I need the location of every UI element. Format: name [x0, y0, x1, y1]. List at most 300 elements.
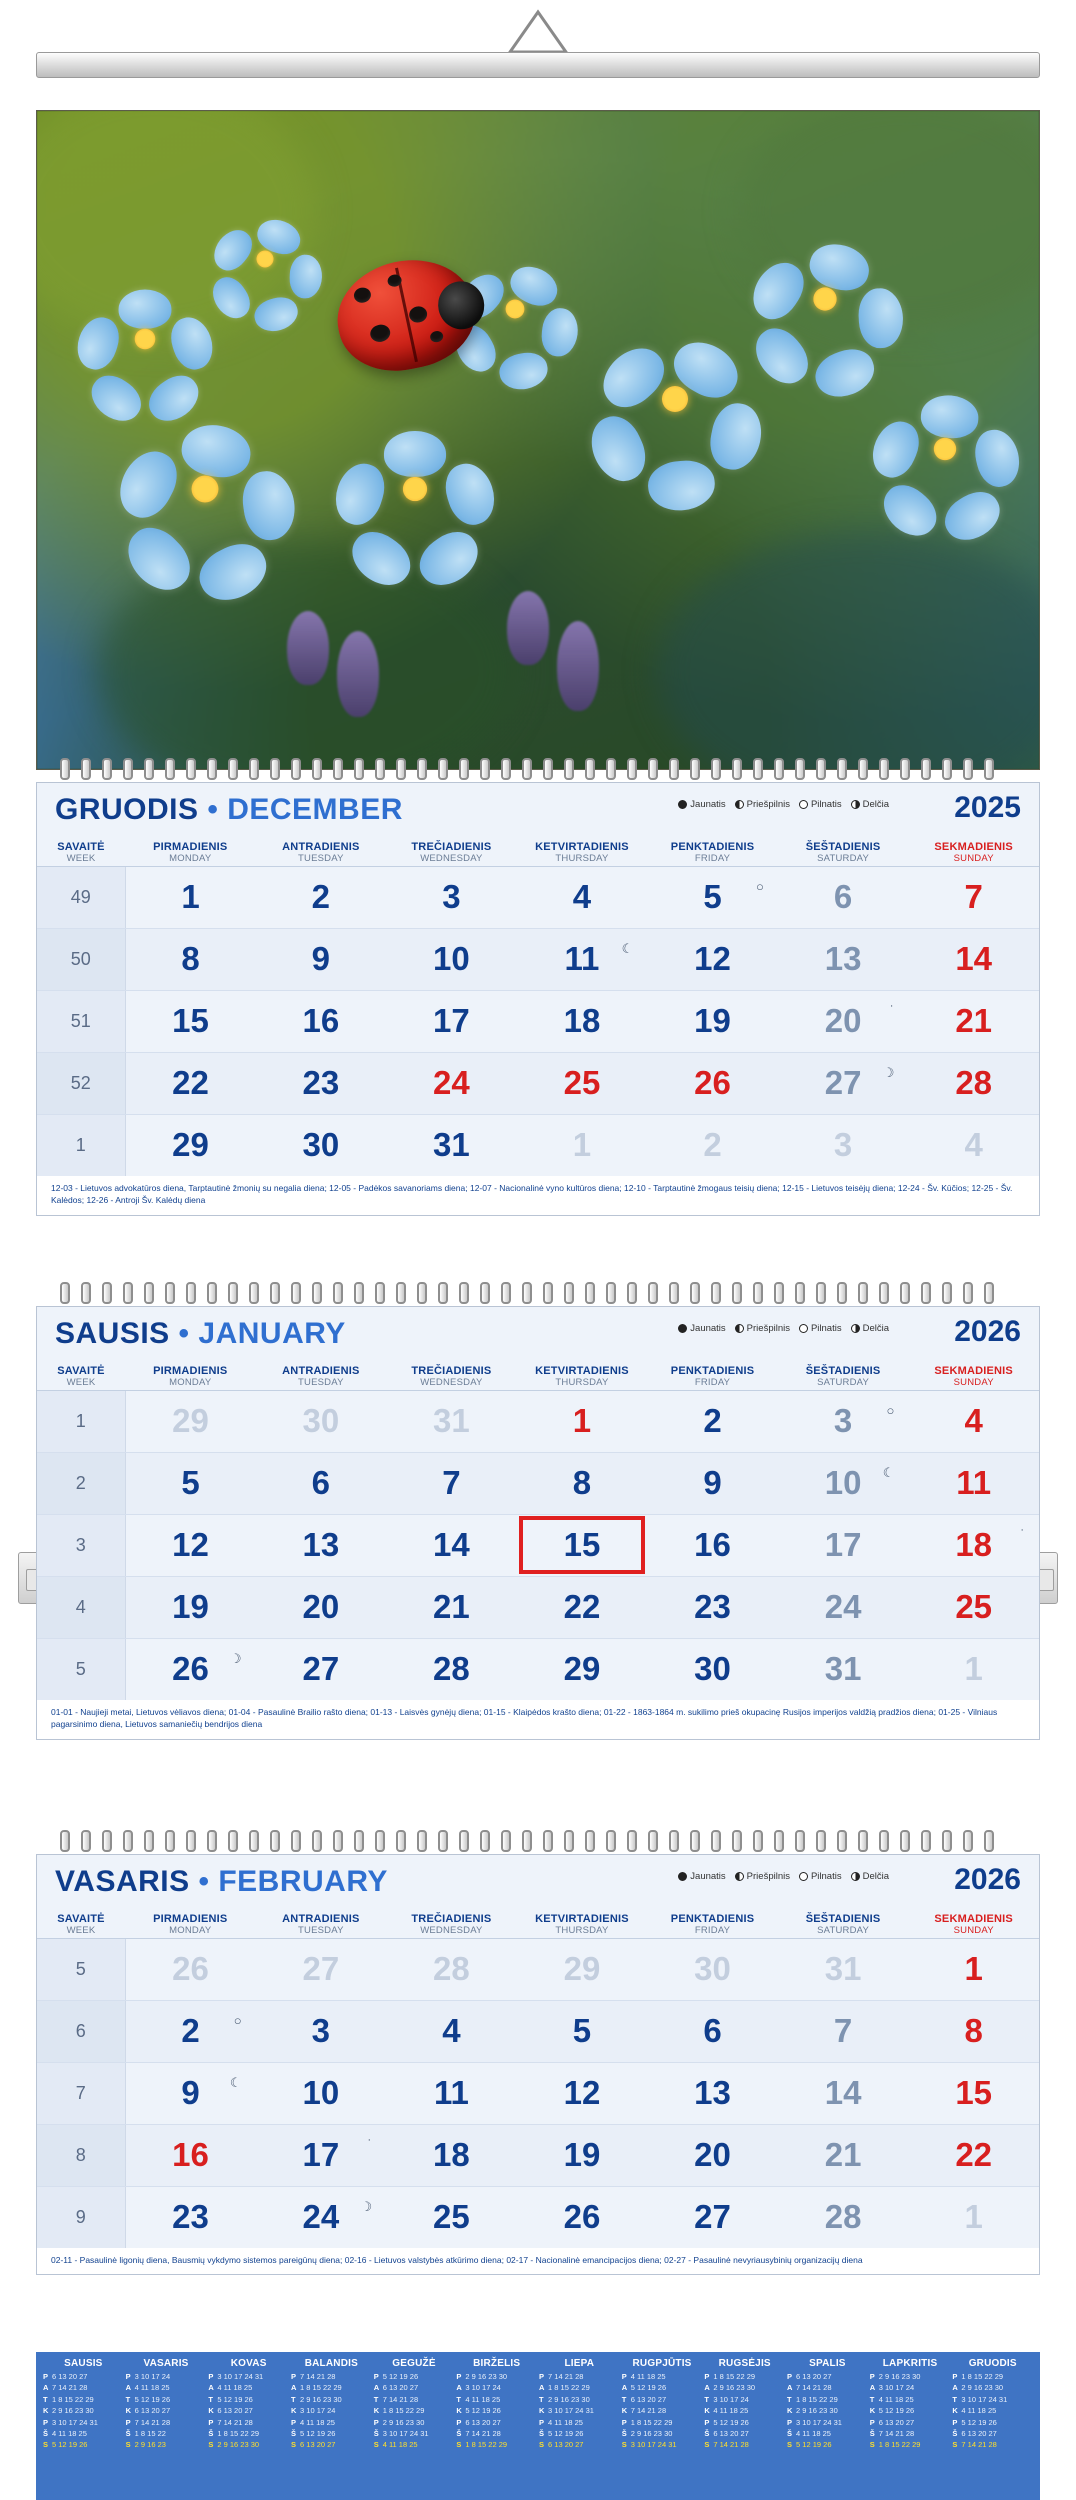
day-cell[interactable]: [517, 1052, 648, 1114]
year-overview-day-label: P: [952, 2417, 958, 2427]
day-number: 14: [824, 2074, 862, 2112]
day-number: 7: [442, 1464, 461, 1502]
year-overview-dates: 3 10 17 24: [300, 2406, 336, 2416]
calendar-grid-february: [37, 1911, 1039, 2248]
year-overview-dates: 7 14 21 28: [134, 2417, 171, 2427]
year-overview-row: [538, 2428, 621, 2439]
year-overview-row: [786, 2417, 869, 2428]
hanger-hook-icon: [498, 8, 578, 56]
day-cell[interactable]: [256, 1052, 387, 1114]
year-overview-day-label: P: [787, 2372, 793, 2381]
year-overview-row: [125, 2439, 208, 2450]
calendar-week-row: [37, 1576, 1039, 1638]
day-cell[interactable]: [908, 1576, 1039, 1638]
year-overview-row: [951, 2382, 1034, 2393]
day-number: 19: [563, 2136, 601, 2174]
day-cell[interactable]: [125, 1576, 256, 1638]
weekday-header-sunday: SEKMADIENIS SUNDAY: [908, 1911, 1039, 1938]
year-overview-day-label: K: [539, 2406, 545, 2416]
day-cell[interactable]: [256, 1114, 387, 1176]
day-cell[interactable]: [908, 1638, 1039, 1700]
day-cell[interactable]: [908, 1114, 1039, 1176]
year-overview-day-label: Š: [869, 2428, 875, 2438]
day-cell[interactable]: [256, 990, 387, 1052]
year-overview-row: [455, 2405, 538, 2416]
year-overview-day-label: Š: [291, 2428, 297, 2438]
day-number: 21: [433, 1588, 470, 1626]
day-number: 16: [694, 1526, 731, 1564]
day-cell[interactable]: [778, 928, 909, 990]
weekday-header-wednesday: TREČIADIENIS WEDNESDAY: [386, 839, 517, 866]
day-cell[interactable]: [386, 1938, 517, 2000]
day-cell[interactable]: [256, 928, 387, 990]
year-overview-dates: 7 14 21 28: [382, 2394, 419, 2404]
month-header: [37, 1307, 1039, 1363]
day-cell[interactable]: [908, 866, 1039, 928]
year-overview-row: [207, 2382, 290, 2393]
month-name-en: FEBRUARY: [218, 1865, 388, 1898]
day-cell[interactable]: [517, 1576, 648, 1638]
year-overview-day-label: P: [621, 2372, 627, 2381]
day-number: 31: [824, 1650, 862, 1688]
day-number: 9: [181, 2074, 200, 2112]
day-cell[interactable]: [778, 1638, 909, 1700]
year-overview-day-label: Š: [952, 2428, 958, 2438]
year-overview-day-label: P: [208, 2372, 214, 2381]
year-overview-day-label: K: [456, 2406, 462, 2416]
day-cell[interactable]: [778, 2186, 909, 2248]
weekday-header-saturday: ŠEŠTADIENIS SATURDAY: [778, 839, 909, 866]
day-number: 6: [311, 1464, 331, 1502]
day-cell[interactable]: [125, 990, 256, 1052]
day-number: 4: [964, 1402, 983, 1440]
day-number: 9: [703, 1464, 722, 1502]
day-cell[interactable]: [256, 1938, 387, 2000]
day-cell[interactable]: [647, 1452, 778, 1514]
year-overview-month-name: LIEPA: [564, 2358, 595, 2369]
year-overview-day-label: S: [373, 2440, 379, 2450]
year-overview-day-label: K: [787, 2406, 793, 2416]
day-cell[interactable]: [517, 2186, 648, 2248]
year-overview-day-label: P: [704, 2372, 710, 2381]
year-overview-row: [703, 2405, 786, 2416]
day-cell[interactable]: [647, 1114, 778, 1176]
year-overview-row: [125, 2382, 208, 2393]
day-cell[interactable]: [125, 1514, 256, 1576]
day-cell[interactable]: [517, 1638, 648, 1700]
year-overview-row: [207, 2371, 290, 2382]
year-overview-dates: 2 9 16 23 30: [548, 2394, 590, 2404]
day-cell[interactable]: [778, 2000, 909, 2062]
day-cell[interactable]: [517, 1452, 648, 1514]
day-number: 2: [703, 1126, 722, 1164]
calendar-grid-december: [37, 839, 1039, 1176]
year-overview-day-label: K: [125, 2406, 132, 2416]
month-notes-january: 01-01 - Naujieji metai, Lietuvos vėliavos diena; 01-04 - Pasaulinė Brailio rašto diena; 01-13 - Laisvės gynėjų diena; 01-15 - Klaipėdos krašto diena; 01-22 - 1863-1864 m. sukilimo prieš okupacinę Rusijos imperijos valdžią pradžios diena; 01-25 - Vilniaus pagarsinimo diena, Lietuvos samaniečių bendrijos diena: [37, 1700, 1039, 1739]
year-overview-row: [455, 2428, 538, 2439]
year-overview-dates: 5 12 19 26: [465, 2406, 501, 2416]
year-overview-dates: 5 12 19 26: [630, 2383, 667, 2393]
year-overview-day-label: S: [125, 2440, 131, 2450]
spiral-binding: [60, 758, 1020, 780]
year-overview-day-label: P: [869, 2372, 875, 2381]
day-cell[interactable]: [386, 1638, 517, 1700]
year-overview-row: [786, 2428, 869, 2439]
day-cell[interactable]: [517, 1114, 648, 1176]
day-cell[interactable]: [386, 2000, 517, 2062]
day-cell[interactable]: [386, 1114, 517, 1176]
weekday-header-week: SAVAITĖ WEEK: [37, 1911, 125, 1938]
day-cell[interactable]: [256, 2062, 387, 2124]
year-overview-month: [951, 2358, 1034, 2451]
day-cell[interactable]: [908, 990, 1039, 1052]
year-overview-row: [869, 2405, 952, 2416]
day-cell[interactable]: [517, 928, 648, 990]
day-cell[interactable]: [647, 1938, 778, 2000]
calendar-grid-january: [37, 1363, 1039, 1700]
year-overview-row: [373, 2439, 456, 2450]
moon-phase-icon: ○: [233, 2012, 242, 2028]
year-overview-row: [621, 2394, 704, 2405]
year-overview-day-label: K: [621, 2406, 628, 2416]
year-overview-day-label: Š: [539, 2428, 545, 2438]
day-number: 7: [964, 878, 983, 916]
day-cell[interactable]: [778, 1452, 909, 1514]
day-cell[interactable]: [125, 928, 256, 990]
year-overview-day-label: K: [208, 2406, 214, 2416]
day-cell[interactable]: [517, 1390, 648, 1452]
day-cell[interactable]: [256, 866, 387, 928]
weekday-header-tuesday: ANTRADIENIS TUESDAY: [256, 1363, 387, 1390]
day-cell[interactable]: [256, 2186, 387, 2248]
day-cell[interactable]: [908, 1452, 1039, 1514]
day-cell[interactable]: [386, 2062, 517, 2124]
month-title: VASARIS • FEBRUARY: [55, 1865, 388, 1898]
year-overview-day-label: A: [704, 2383, 710, 2393]
day-number: 15: [172, 1002, 209, 1040]
day-cell[interactable]: [256, 1390, 387, 1452]
moon-last-quarter-icon: [851, 800, 860, 809]
calendar-week-row: [37, 928, 1039, 990]
day-cell[interactable]: [778, 1052, 909, 1114]
month-header: [37, 783, 1039, 839]
day-cell[interactable]: [647, 2000, 778, 2062]
day-cell[interactable]: [908, 2062, 1039, 2124]
year-overview-dates: 2 9 16 23 30: [961, 2383, 1004, 2393]
year-overview-dates: 1 8 15 22 29: [713, 2372, 756, 2381]
day-cell[interactable]: [386, 928, 517, 990]
year-overview-dates: 1 8 15 22 29: [630, 2417, 673, 2427]
day-number: 29: [172, 1126, 209, 1164]
day-cell[interactable]: [125, 1638, 256, 1700]
day-cell[interactable]: [647, 990, 778, 1052]
day-cell[interactable]: [386, 990, 517, 1052]
weekday-header-tuesday: ANTRADIENIS TUESDAY: [256, 839, 387, 866]
moon-phase-icon: ☾: [229, 2074, 242, 2090]
year-overview-day-label: Š: [208, 2428, 214, 2438]
day-cell[interactable]: [778, 1938, 909, 2000]
month-name-en: JANUARY: [198, 1317, 346, 1350]
year-overview-row: [951, 2417, 1034, 2428]
year-overview-row: [455, 2382, 538, 2393]
moon-phase-icon: ☽: [360, 2198, 373, 2214]
day-cell[interactable]: [647, 866, 778, 928]
weekday-header-friday: PENKTADIENIS FRIDAY: [647, 1363, 778, 1390]
day-cell[interactable]: [647, 1514, 778, 1576]
year-overview-dates: 6 13 20 27: [52, 2372, 88, 2381]
moon-phase-icon: ☽: [229, 1650, 242, 1666]
day-number: 26: [694, 1064, 731, 1102]
year-overview-row: [869, 2439, 952, 2450]
day-cell[interactable]: [778, 1114, 909, 1176]
day-cell[interactable]: [908, 2000, 1039, 2062]
day-cell[interactable]: [256, 1452, 387, 1514]
day-cell[interactable]: [778, 1514, 909, 1576]
month-year: 2026: [954, 1863, 1021, 1896]
day-number: 4: [572, 878, 592, 916]
year-overview-day-label: S: [208, 2440, 214, 2450]
year-overview-dates: 5 12 19 26: [796, 2440, 832, 2450]
day-cell[interactable]: [125, 866, 256, 928]
day-cell[interactable]: [256, 1576, 387, 1638]
year-overview-day-label: S: [43, 2440, 49, 2450]
day-cell[interactable]: [778, 1576, 909, 1638]
day-cell[interactable]: [517, 2124, 648, 2186]
year-overview-dates: 7 14 21 28: [300, 2372, 336, 2381]
day-cell[interactable]: [125, 1938, 256, 2000]
year-overview-dates: 1 8 15 22 29: [300, 2383, 342, 2393]
moon-phase-icon: ☽: [882, 1064, 895, 1080]
day-cell[interactable]: [386, 1452, 517, 1514]
day-number: 1: [964, 2198, 983, 2236]
day-cell[interactable]: [778, 2124, 909, 2186]
day-cell[interactable]: [386, 1576, 517, 1638]
year-overview-dates: 4 11 18 25: [796, 2428, 831, 2438]
day-cell[interactable]: [778, 1390, 909, 1452]
year-overview-dates: 4 11 18 25: [382, 2440, 418, 2450]
day-cell[interactable]: [778, 990, 909, 1052]
weekday-header-row: [37, 1911, 1039, 1938]
year-overview-row: [951, 2371, 1034, 2382]
day-cell[interactable]: [386, 2186, 517, 2248]
day-cell[interactable]: [517, 1938, 648, 2000]
year-overview-dates: 5 12 19 26: [713, 2417, 749, 2427]
day-number: 22: [172, 1064, 209, 1102]
day-cell[interactable]: [908, 1390, 1039, 1452]
year-overview-day-label: A: [787, 2383, 793, 2393]
day-cell[interactable]: [908, 928, 1039, 990]
year-overview-row: [869, 2394, 952, 2405]
moon-phase-legend: Jaunatis Priešpilnis Pilnatis Delčia: [678, 1871, 889, 1882]
year-overview-row: [42, 2394, 125, 2405]
weekday-header-thursday: KETVIRTADIENIS THURSDAY: [517, 1911, 648, 1938]
weekday-header-monday: PIRMADIENIS MONDAY: [125, 1911, 256, 1938]
day-cell[interactable]: [256, 2124, 387, 2186]
day-number: 6: [833, 878, 853, 916]
day-cell-today[interactable]: [517, 1514, 648, 1576]
year-overview-dates: 7 14 21 28: [961, 2440, 997, 2450]
year-overview-day-label: T: [787, 2394, 792, 2404]
year-overview-row: [869, 2382, 952, 2393]
year-overview-row: [703, 2439, 786, 2450]
day-number: 3: [833, 1402, 853, 1440]
day-number: 14: [433, 1526, 470, 1564]
year-overview-day-label: Š: [43, 2428, 49, 2438]
year-overview-day-label: Š: [125, 2428, 131, 2438]
year-overview-row: [125, 2417, 208, 2428]
year-overview-day-label: T: [373, 2394, 379, 2404]
day-cell[interactable]: [386, 1390, 517, 1452]
day-cell[interactable]: [256, 1638, 387, 1700]
day-cell[interactable]: [647, 2062, 778, 2124]
day-number: 2: [311, 878, 331, 916]
year-overview-dates: 2 9 16 23 30: [713, 2383, 756, 2393]
flower: [90, 284, 200, 394]
day-number: 24: [824, 1588, 862, 1626]
year-overview-day-label: Š: [621, 2428, 627, 2438]
month-title: GRUODIS • DECEMBER: [55, 793, 403, 826]
day-cell[interactable]: [125, 2124, 256, 2186]
calendar-week-row: [37, 866, 1039, 928]
year-overview-row: [869, 2417, 952, 2428]
year-overview-day-label: P: [291, 2417, 297, 2427]
year-overview-row: [786, 2439, 869, 2450]
day-cell[interactable]: [386, 2124, 517, 2186]
year-overview-month-name: BIRŽELIS: [473, 2358, 521, 2369]
day-number: 27: [694, 2198, 731, 2236]
moon-phase-icon: ☾: [621, 940, 634, 956]
day-cell[interactable]: [386, 866, 517, 928]
year-overview-dates: 1 8 15 22 29: [382, 2406, 425, 2416]
year-overview-day-label: P: [952, 2372, 958, 2381]
year-overview-day-label: S: [704, 2440, 710, 2450]
day-cell[interactable]: [647, 2186, 778, 2248]
day-cell[interactable]: [647, 1638, 778, 1700]
month-name-lt: SAUSIS: [55, 1317, 170, 1350]
year-overview-dates: 2 9 16 23 30: [630, 2428, 673, 2438]
day-cell[interactable]: [908, 1052, 1039, 1114]
year-overview-row: [42, 2405, 125, 2416]
weekday-header-sunday: SEKMADIENIS SUNDAY: [908, 1363, 1039, 1390]
moon-phase-legend: Jaunatis Priešpilnis Pilnatis Delčia: [678, 1323, 889, 1334]
year-overview-day-label: A: [456, 2383, 462, 2393]
week-number: 5: [37, 1638, 125, 1700]
day-number: 13: [694, 2074, 731, 2112]
year-overview-day-label: T: [125, 2394, 131, 2404]
flower-bud: [507, 591, 549, 665]
moon-last-quarter-icon: [851, 1324, 860, 1333]
day-number: 8: [964, 2012, 983, 2050]
year-overview-row: [621, 2405, 704, 2416]
day-cell[interactable]: [908, 1938, 1039, 2000]
moon-phase-icon: ☾: [882, 1464, 895, 1480]
day-number: 23: [172, 2198, 209, 2236]
day-cell[interactable]: [908, 1514, 1039, 1576]
day-number: 28: [955, 1064, 993, 1102]
day-number: 22: [563, 1588, 601, 1626]
year-overview-day-label: T: [539, 2394, 544, 2404]
day-cell[interactable]: [125, 1114, 256, 1176]
day-number: 25: [563, 1064, 601, 1102]
day-number: 8: [572, 1464, 592, 1502]
day-cell[interactable]: [125, 1052, 256, 1114]
day-number: 25: [433, 2198, 470, 2236]
year-overview-month: [869, 2358, 952, 2451]
year-overview-day-label: K: [952, 2406, 958, 2416]
year-overview-dates: 3 10 17 24: [878, 2383, 915, 2393]
day-cell[interactable]: [778, 866, 909, 928]
day-cell[interactable]: [386, 1514, 517, 1576]
year-overview-month: [786, 2358, 869, 2451]
day-cell[interactable]: [517, 2062, 648, 2124]
calendar-week-row: [37, 990, 1039, 1052]
day-cell[interactable]: [517, 990, 648, 1052]
day-cell[interactable]: [647, 1052, 778, 1114]
year-overview-month-name: LAPKRITIS: [882, 2358, 938, 2369]
day-cell[interactable]: [647, 1576, 778, 1638]
day-cell[interactable]: [125, 1390, 256, 1452]
day-cell[interactable]: [125, 2000, 256, 2062]
calendar-week-row: [37, 1638, 1039, 1700]
year-overview-day-label: Š: [373, 2428, 379, 2438]
day-number: 5: [572, 2012, 592, 2050]
day-cell[interactable]: [517, 2000, 648, 2062]
year-overview-row: [786, 2405, 869, 2416]
year-overview-dates: 3 10 17 24 31: [796, 2417, 842, 2427]
day-cell[interactable]: [778, 2062, 909, 2124]
day-cell[interactable]: [386, 1052, 517, 1114]
day-cell[interactable]: [647, 928, 778, 990]
day-number: 22: [955, 2136, 993, 2174]
calendar-week-row: [37, 2000, 1039, 2062]
month-year: 2025: [954, 791, 1021, 824]
year-overview-dates: 6 13 20 27: [548, 2440, 584, 2450]
year-overview-dates: 2 9 16 23: [134, 2440, 166, 2450]
day-cell[interactable]: [125, 2062, 256, 2124]
week-number: 3: [37, 1514, 125, 1576]
year-overview-row: [621, 2371, 704, 2382]
day-cell[interactable]: [256, 2000, 387, 2062]
year-overview-dates: 4 11 18 25: [961, 2406, 997, 2416]
day-cell[interactable]: [125, 2186, 256, 2248]
month-name-en: DECEMBER: [227, 793, 403, 826]
flower-bud: [287, 611, 329, 685]
year-overview-row: [207, 2405, 290, 2416]
day-cell[interactable]: [908, 2124, 1039, 2186]
day-cell[interactable]: [517, 866, 648, 928]
day-number: 27: [302, 1950, 340, 1988]
day-number: 16: [302, 1002, 340, 1040]
day-cell[interactable]: [647, 1390, 778, 1452]
year-overview-month: [125, 2358, 208, 2451]
day-cell[interactable]: [125, 1452, 256, 1514]
calendar-week-row: [37, 1052, 1039, 1114]
month-year: 2026: [954, 1315, 1021, 1348]
calendar-body: [37, 1390, 1039, 1700]
year-overview-dates: 7 14 21 28: [465, 2428, 501, 2438]
year-overview-dates: 4 11 18 25: [300, 2417, 335, 2427]
year-overview-dates: 5 12 19 26: [52, 2440, 88, 2450]
day-cell[interactable]: [647, 2124, 778, 2186]
year-overview-row: [703, 2371, 786, 2382]
day-cell[interactable]: [908, 2186, 1039, 2248]
day-number: 11: [564, 940, 600, 978]
year-overview-dates: 5 12 19 26: [548, 2428, 584, 2438]
day-number: 5: [181, 1464, 200, 1502]
year-overview-dates: 5 12 19 26: [961, 2417, 997, 2427]
day-cell[interactable]: [256, 1514, 387, 1576]
weekday-header-saturday: ŠEŠTADIENIS SATURDAY: [778, 1363, 909, 1390]
